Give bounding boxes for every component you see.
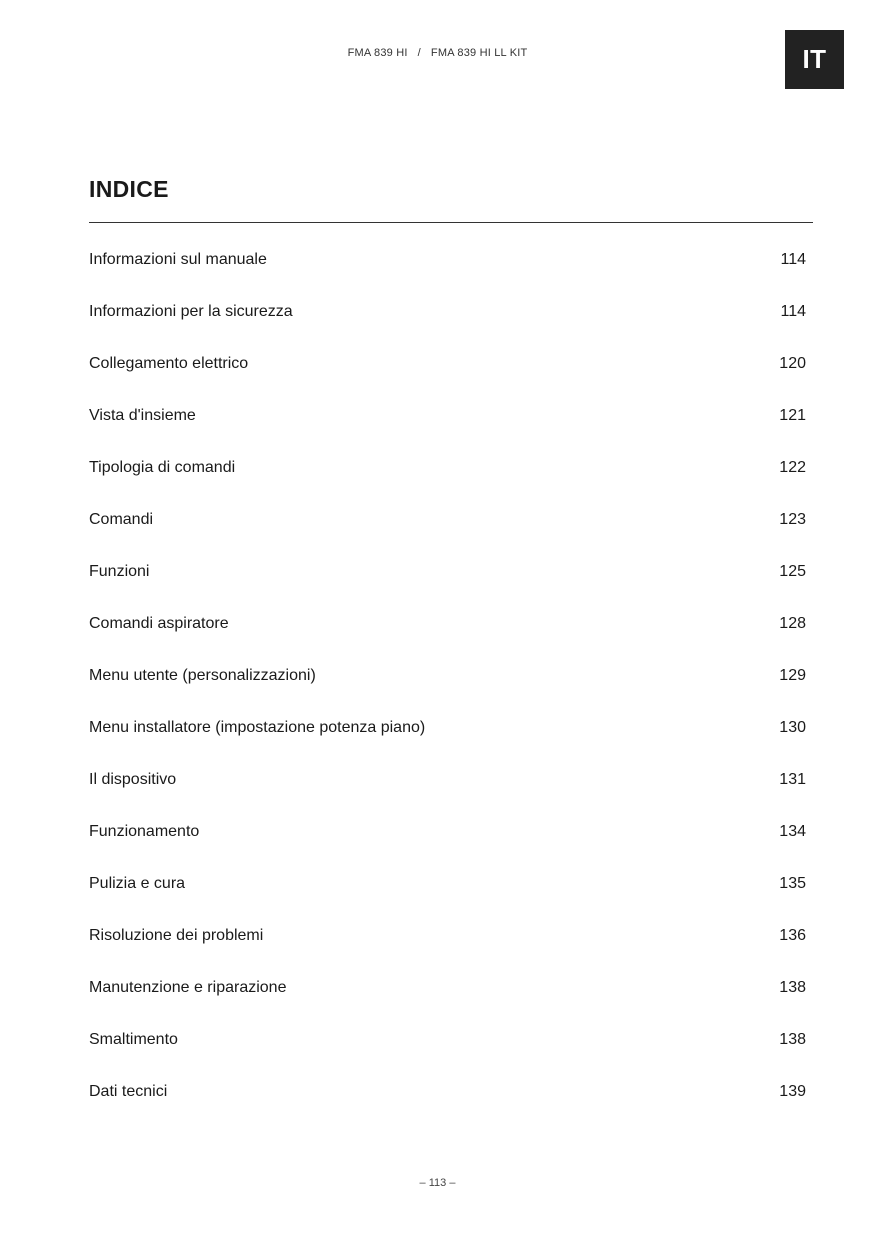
header-model-names bbox=[0, 47, 875, 59]
toc-entry-label: Manutenzione e riparazione bbox=[89, 979, 287, 996]
toc-entry-page: 114 bbox=[780, 251, 806, 268]
toc-entry-vista-insieme[interactable] bbox=[89, 390, 806, 442]
toc-entry-label: Funzioni bbox=[89, 563, 150, 580]
toc-entry-page: 139 bbox=[779, 1083, 806, 1100]
toc-divider bbox=[89, 222, 813, 223]
toc-entry-dati-tecnici[interactable] bbox=[89, 1066, 806, 1118]
model-name-primary: FMA 839 HI bbox=[347, 47, 408, 59]
language-badge: IT bbox=[785, 30, 844, 89]
toc-entry-page: 128 bbox=[779, 615, 806, 632]
toc-entry-label: Pulizia e cura bbox=[89, 875, 186, 892]
toc-entry-label: Tipologia di comandi bbox=[89, 459, 236, 476]
toc-entry-label: Dati tecnici bbox=[89, 1083, 168, 1100]
toc-entry-page: 129 bbox=[779, 667, 806, 684]
toc-entry-funzioni[interactable] bbox=[89, 546, 806, 598]
toc-entry-page: 135 bbox=[779, 875, 806, 892]
toc-entry-collegamento-elettrico[interactable] bbox=[89, 338, 806, 390]
toc-entry-page: 120 bbox=[779, 355, 806, 372]
toc-entry-page: 114 bbox=[780, 303, 806, 320]
toc-entry-page: 138 bbox=[779, 1031, 806, 1048]
toc-entry-label: Comandi bbox=[89, 511, 154, 528]
toc-entry-label: Funzionamento bbox=[89, 823, 200, 840]
toc-entry-menu-installatore[interactable] bbox=[89, 702, 806, 754]
toc-entry-page: 131 bbox=[779, 771, 806, 788]
toc-entry-label: Vista d'insieme bbox=[89, 407, 196, 424]
page-number: – 113 – bbox=[419, 1177, 456, 1189]
toc-entry-label: Il dispositivo bbox=[89, 771, 177, 788]
toc-entry-tipologia-comandi[interactable] bbox=[89, 442, 806, 494]
toc-entry-label: Collegamento elettrico bbox=[89, 355, 249, 372]
toc-entry-page: 125 bbox=[779, 563, 806, 580]
toc-entry-pulizia-cura[interactable] bbox=[89, 858, 806, 910]
toc-entry-menu-utente[interactable] bbox=[89, 650, 806, 702]
toc-entry-label: Smaltimento bbox=[89, 1031, 178, 1048]
toc-entry-page: 121 bbox=[779, 407, 806, 424]
toc-entry-page: 130 bbox=[779, 719, 806, 736]
toc-entry-informazioni-sicurezza[interactable] bbox=[89, 286, 806, 338]
toc-entry-label: Informazioni sul manuale bbox=[89, 251, 267, 268]
toc-entry-dispositivo[interactable] bbox=[89, 754, 806, 806]
toc-entry-page: 134 bbox=[779, 823, 806, 840]
toc-entry-smaltimento[interactable] bbox=[89, 1014, 806, 1066]
toc-entry-risoluzione-problemi[interactable] bbox=[89, 910, 806, 962]
toc-entry-manutenzione[interactable] bbox=[89, 962, 806, 1014]
toc-entry-page: 136 bbox=[779, 927, 806, 944]
toc-entry-label: Menu installatore (impostazione potenza piano) bbox=[89, 719, 426, 736]
toc-entry-comandi[interactable] bbox=[89, 494, 806, 546]
toc-entry-label: Risoluzione dei problemi bbox=[89, 927, 264, 944]
toc-entry-informazioni-manuale[interactable] bbox=[89, 234, 806, 286]
toc-entry-comandi-aspiratore[interactable] bbox=[89, 598, 806, 650]
model-separator: / bbox=[417, 47, 421, 59]
toc-entry-label: Comandi aspiratore bbox=[89, 615, 229, 632]
toc-list bbox=[89, 234, 806, 1118]
toc-entry-page: 138 bbox=[779, 979, 806, 996]
toc-entry-page: 122 bbox=[779, 459, 806, 476]
toc-entry-funzionamento[interactable] bbox=[89, 806, 806, 858]
toc-entry-label: Informazioni per la sicurezza bbox=[89, 303, 293, 320]
toc-entry-page: 123 bbox=[779, 511, 806, 528]
toc-entry-label: Menu utente (personalizzazioni) bbox=[89, 667, 316, 684]
toc-title: INDICE bbox=[89, 176, 169, 202]
model-name-kit: FMA 839 HI LL KIT bbox=[430, 47, 528, 59]
